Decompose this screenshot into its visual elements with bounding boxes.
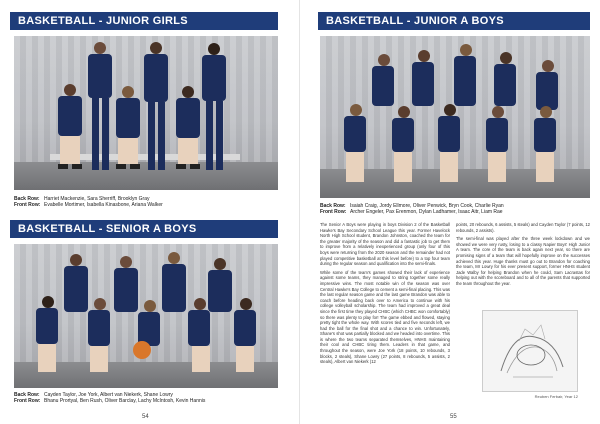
junior-girls-front-row: Front Row: Evabelle Mortimer, Isabella Kinasbone, Ariana Walker [14,202,163,208]
junior-a-boys-team-photo [320,36,590,198]
senior-boys-front-row: Front Row: Bhanu Prortyal, Ben Rush, Oliver Barclay, Lachy McIntosh, Kevin Hannis [14,398,206,404]
junior-a-boys-back-row: Back Row: Isaiah Craig, Jordy Ellmore, Oliver Penwick, Bryn Cook, Charlie Ryan [320,203,504,209]
page-number-left: 54 [142,414,149,420]
junior-a-boys-title: BASKETBALL - JUNIOR A BOYS [318,12,590,30]
article-paragraph: The semi-final was played after the three week lockdown and we showed we were very rusty, losing to a classy Napier Boys' High Junior A team. The core of the team is back again next year, so there are promising signs of a team that will hopefully improve on the successes achieved this year. Huge thanks must go out to Brandon for coaching the team, Mr Lowry for his ever present support, former HNHS student Jade Walby for helping Brandon when he could, Sam Lacrastas for helping out with the scoreboard and to all of the parents that supported the team throughout the year. [456,236,590,286]
junior-girls-back-row: Back Row: Harriet Mackenzie, Sara Sherriff, Brooklyn Gray [14,196,150,202]
pencil-sketch-artwork [482,310,578,392]
page-number-right: 55 [450,414,457,420]
senior-boys-back-row: Back Row: Cayden Taylor, Joe York, Albert van Niekerk, Shane Lowry [14,392,173,398]
junior-girls-team-photo [14,36,278,190]
senior-boys-team-photo [14,244,278,388]
senior-boys-title: BASKETBALL - SENIOR A BOYS [10,220,278,238]
article-column-1 [320,222,450,408]
right-page [300,0,600,424]
junior-a-boys-front-row: Front Row: Archer Engeler, Pax Erenmon, Dylan Ladhamer, Isaac Aitr, Liam Rae [320,209,503,215]
junior-girls-title: BASKETBALL - JUNIOR GIRLS [10,12,278,30]
article-column-2 [456,222,590,306]
article-paragraph: While some of the team's games showed their lack of experience against some teams, they managed to string together some really impressive wins. The most notable win of the season was over Central Hawke's Bay College to cement a semi-final placing. This was the last regular season game and the last game Brandon was able to coach before heading back over to America to continue with his college volleyball scholarship. The team had improved a great deal since the first time they played CHBC (which CHBC won comfortably) so there was plenty to play for! The game ebbed and flowed, staying pretty tight the whole way. With scores tied and five seconds left, we had the ball for the final shot and a chance to win. Unfortunately, Shane's shot was partially blocked and we headed into overtime. This is where the two teams separated themselves, HNHS maintaining their cool and CHBC tiring them. Leaders in that game, and throughout the season, were Joe York (18 points, 10 rebounds, 3 blocks, 2 steals), Shane Lowry (27 points, 8 rebounds, 5 assists, 2 steals), Albert van Niekerk (12 [320,269,450,365]
sketch-caption: Reuben Ferbair, Year 12 [534,394,578,399]
article-paragraph: The Senior A Boys were playing in boys Division 2 of the Basketball Hawke's Bay Secondary School League this year. Former Havelock North High School student, Brandon Johnston, coached the team for the greater majority of the season and did a fantastic job to get them to improve from a relatively inexperienced group (only four of this boys were returning from the 2020 season and the remainder had not played competitive basketball at this level before) to a top four team during the regular season and qualification into the semi-finals. [320,222,450,267]
article-paragraph: points, 20 rebounds, 6 assists, 5 steals) and Cayden Taylor (7 points, 12 rebounds, 2 assists). [456,222,590,233]
